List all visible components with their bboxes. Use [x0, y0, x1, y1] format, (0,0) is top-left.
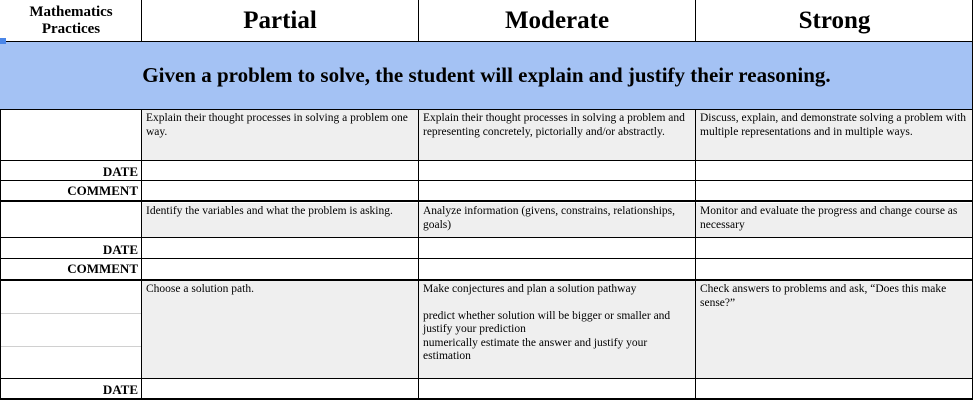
row2-date-moderate[interactable]: [419, 238, 695, 258]
row1-strong: Discuss, explain, and demonstrate solving a problem with multiple representations and in multiple ways.: [696, 110, 973, 160]
grid-line: [0, 378, 973, 379]
grid-line: [0, 160, 973, 161]
grid-line: [0, 180, 973, 181]
grid-line: [0, 200, 973, 202]
row1-comment-label: COMMENT: [67, 183, 138, 198]
grid-line: [695, 0, 696, 41]
row2-date-partial[interactable]: [142, 238, 418, 258]
cell-cursor-mark: [0, 38, 6, 44]
row2-partial: Identify the variables and what the problem is asking.: [142, 203, 418, 237]
grid-line: [418, 0, 419, 41]
row2-date-strong[interactable]: [696, 238, 973, 258]
header-moderate: Moderate: [504, 6, 610, 34]
grid-line: [0, 110, 1, 400]
grid-line: [418, 110, 419, 400]
row3-date-strong[interactable]: [696, 379, 973, 399]
row1-comment-moderate[interactable]: [419, 181, 695, 201]
row2-comment-partial[interactable]: [142, 259, 418, 279]
grid-line: [0, 258, 973, 259]
header-strong: Strong: [798, 6, 871, 34]
row1-date-strong[interactable]: [696, 161, 973, 180]
header-practices-label: Mathematics Practices: [29, 3, 113, 37]
row1-date-partial[interactable]: [142, 161, 418, 180]
grid-line: [0, 109, 973, 110]
grid-line: [695, 110, 696, 400]
grid-line: [0, 279, 973, 281]
row2-strong: Monitor and evaluate the progress and change course as necessary: [696, 203, 973, 237]
row1-moderate: Explain their thought processes in solving a problem and representing concretely, pictorially and/or abstractly.: [419, 110, 695, 160]
row3-date-moderate[interactable]: [419, 379, 695, 399]
row1-date-moderate[interactable]: [419, 161, 695, 180]
grid-line: [0, 41, 973, 42]
grid-line-faint: [0, 346, 141, 347]
row1-comment-strong[interactable]: [696, 181, 973, 201]
row2-comment-moderate[interactable]: [419, 259, 695, 279]
grid-line: [141, 110, 142, 400]
row2-comment-label: COMMENT: [67, 261, 138, 276]
row3-moderate-line2: predict whether solution will be bigger or smaller and justify your prediction: [423, 309, 671, 335]
row3-moderate-gap: [423, 297, 691, 310]
row3-date-partial[interactable]: [142, 379, 418, 399]
header-practices: [1, 0, 141, 41]
row3-strong: Check answers to problems and ask, “Does this make sense?”: [696, 281, 973, 378]
grid-line: [0, 237, 973, 238]
row3-moderate-line1: Make conjectures and plan a solution pathway: [423, 283, 637, 295]
row3-moderate-line3: numerically estimate the answer and justify your estimation: [423, 336, 648, 362]
row1-comment-partial[interactable]: [142, 181, 418, 201]
row2-date-label: DATE: [102, 242, 138, 257]
row2-moderate: Analyze information (givens, constrains, relationships, goals): [419, 203, 695, 237]
goal-banner: Given a problem to solve, the student will explain and justify their reasoning.: [0, 42, 973, 109]
grid-line: [141, 0, 142, 41]
row3-partial: Choose a solution path.: [142, 281, 418, 378]
header-partial: Partial: [243, 6, 317, 34]
grid-line-faint: [0, 313, 141, 314]
row1-partial: Explain their thought processes in solving a problem one way.: [142, 110, 418, 160]
row3-moderate: [419, 281, 695, 378]
row2-comment-strong[interactable]: [696, 259, 973, 279]
row1-date-label: DATE: [102, 164, 138, 179]
row3-date-label: DATE: [102, 382, 138, 397]
